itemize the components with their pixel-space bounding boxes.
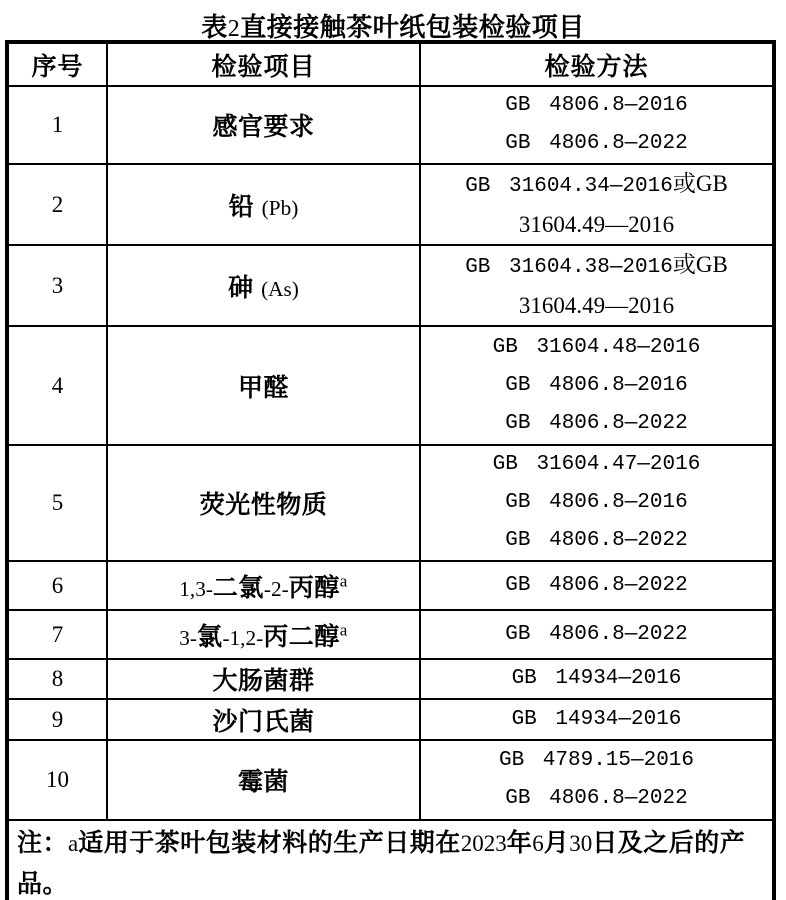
method-standard-line: GB 4806.8—2016 [505, 94, 688, 117]
method-standard-line [421, 165, 772, 206]
cell-inspection-item: 感官要求 [107, 86, 420, 164]
cell-inspection-methods [420, 610, 774, 659]
latin-text: (Pb) [261, 195, 299, 220]
cell-inspection-item: 铅 (Pb) [107, 164, 420, 245]
cell-inspection-methods [420, 326, 774, 445]
cell-inspection-methods [420, 699, 774, 740]
method-standard-line: GB 4789.15—2016 [498, 749, 695, 772]
method-standard-line: 31604.49—2016 [518, 293, 675, 318]
latin-text: 1,3- [179, 576, 213, 601]
cell-inspection-item: 大肠菌群 [107, 659, 420, 699]
latin-text: -1,2- [222, 625, 264, 650]
header-inspection-method: 检验方法 [420, 42, 774, 86]
footnote-marker: a [339, 571, 348, 591]
cell-inspection-methods [420, 561, 774, 610]
method-standard-line [421, 246, 772, 287]
cell-serial-number: 5 [7, 445, 107, 561]
cell-serial-number: 10 [7, 740, 107, 820]
method-standard-line: GB 4806.8—2022 [505, 132, 688, 155]
cell-serial-number: 3 [7, 245, 107, 326]
table-row [7, 164, 774, 245]
cell-serial-number: 7 [7, 610, 107, 659]
method-standard-line: 31604.49—2016 [518, 212, 675, 237]
method-standard-line: GB 14934—2016 [511, 667, 682, 690]
latin-text: 2023 [460, 831, 507, 856]
footnote-marker: a [339, 620, 348, 640]
method-standard-line: GB 4806.8—2022 [505, 622, 688, 646]
latin-text: -2- [263, 576, 289, 601]
table-row [7, 699, 774, 740]
method-standard-line: GB 4806.8—2022 [505, 529, 688, 552]
method-standard-line: GB 4806.8—2022 [505, 573, 688, 597]
method-standard-line: GB 4806.8—2016 [505, 373, 688, 397]
cell-serial-number: 2 [7, 164, 107, 245]
cell-inspection-item: 砷 (As) [107, 245, 420, 326]
header-serial-number: 序号 [7, 42, 107, 86]
cell-inspection-methods [420, 86, 774, 164]
method-standard-line: GB 4806.8—2022 [505, 787, 688, 810]
table-body [7, 86, 774, 820]
table-row [7, 740, 774, 820]
cell-inspection-methods [420, 740, 774, 820]
latin-text: 30 [569, 831, 593, 856]
table-row [7, 610, 774, 659]
cell-serial-number: 8 [7, 659, 107, 699]
latin-text: 6 [532, 831, 544, 856]
cell-inspection-item: 沙门氏菌 [107, 699, 420, 740]
cell-inspection-methods [420, 245, 774, 326]
table-title: 表2直接接触茶叶纸包装检验项目 [201, 12, 585, 42]
cell-inspection-item: 3-氯-1,2-丙二醇$^a$ [107, 610, 420, 659]
table-row [7, 445, 774, 561]
method-standard-line: GB 4806.8—2022 [505, 411, 688, 435]
method-serif-part: 或GB [672, 171, 728, 196]
cell-inspection-methods [420, 164, 774, 245]
method-standard-line: GB 14934—2016 [511, 707, 682, 731]
latin-text: (As) [261, 276, 299, 301]
method-mono-part: GB 31604.38—2016 [465, 256, 673, 279]
inspection-items-table [5, 40, 776, 900]
cell-inspection-item: 甲醛 [107, 326, 420, 445]
method-standard-line: GB 31604.47—2016 [492, 453, 701, 476]
method-standard-line: GB 4806.8—2016 [505, 491, 688, 514]
cell-inspection-methods [420, 659, 774, 699]
cell-inspection-item: 霉菌 [107, 740, 420, 820]
latin-text: 3- [179, 625, 197, 650]
table-row [7, 245, 774, 326]
table-row [7, 659, 774, 699]
cell-serial-number: 1 [7, 86, 107, 164]
table-row [7, 326, 774, 445]
cell-inspection-item: 1,3-二氯-2-丙醇$^a$ [107, 561, 420, 610]
method-serif-part: 或GB [672, 252, 728, 277]
method-mono-part: GB 31604.34—2016 [465, 175, 673, 198]
cell-serial-number: 9 [7, 699, 107, 740]
latin-text: a [68, 831, 79, 856]
header-inspection-item: 检验项目 [107, 42, 420, 86]
footnote-text: 注：a适用于茶叶包装材料的生产日期在2023年6月30日及之后的产品。 [7, 820, 774, 900]
table-row [7, 86, 774, 164]
method-standard-line: GB 31604.48—2016 [492, 335, 701, 359]
cell-inspection-methods [420, 445, 774, 561]
latin-text: 2 [227, 16, 241, 42]
table-row [7, 561, 774, 610]
cell-inspection-item: 荧光性物质 [107, 445, 420, 561]
cell-serial-number: 6 [7, 561, 107, 610]
note-row [7, 820, 774, 900]
table-header-row [7, 42, 774, 86]
cell-serial-number: 4 [7, 326, 107, 445]
